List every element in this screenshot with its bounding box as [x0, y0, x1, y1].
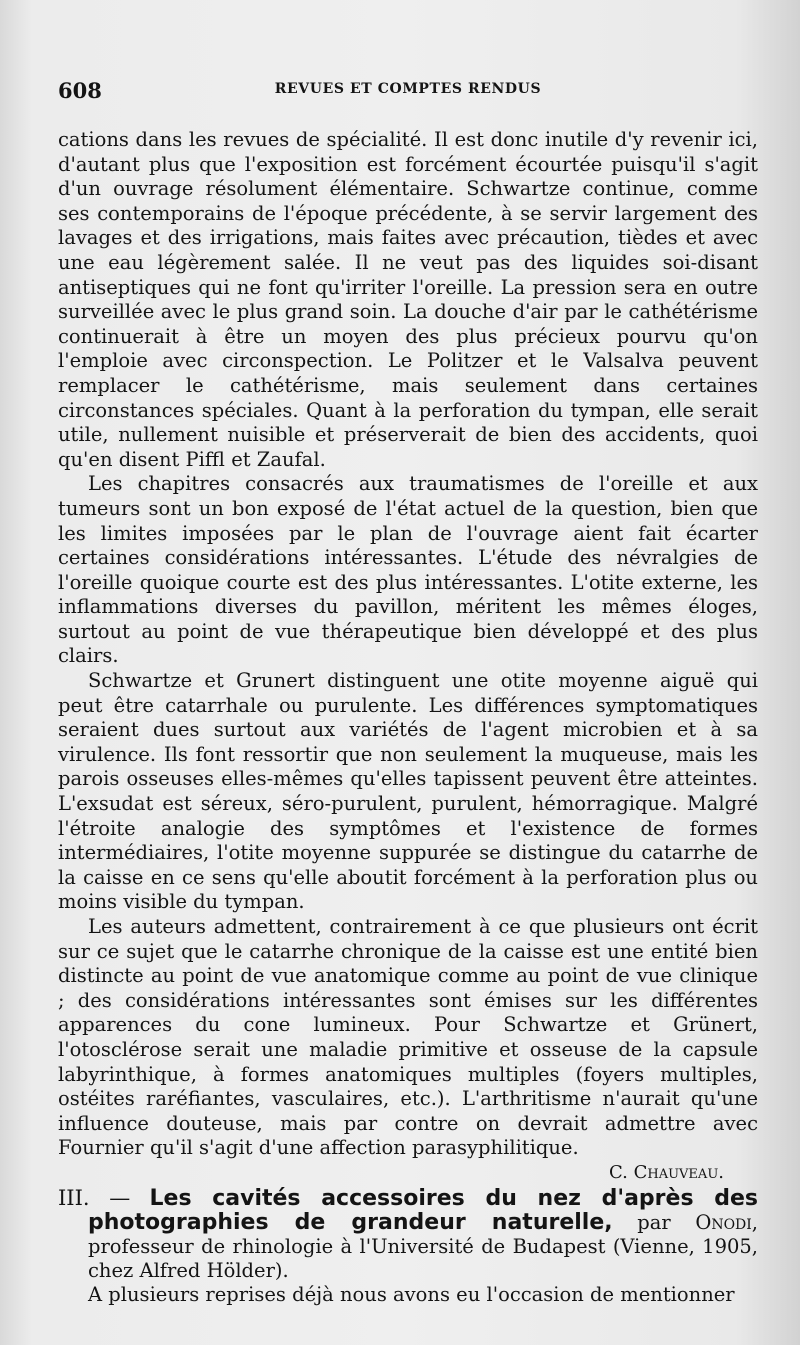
- paragraph-4: Les auteurs admettent, contrairement à ce que plusieurs ont écrit sur ce sujet que le catarrhe chronique de la caisse est une entité bien distincte au point de vue anatomique comme au point de vue clinique ; des considérations intéressantes sont émises sur les différentes apparences du cone lumineux. Pour Schwartze et Grünert, l'otosclérose serait une maladie primitive et osseuse de la capsule labyrinthique, à formes anatomiques multiples (foyers multiples, ostéites raréfiantes, vasculaires, etc.). L'arthritisme n'aurait qu'une influence douteuse, mais par contre on devrait admettre avec Fournier qu'il s'agit d'une affection parasyphilitique.: [58, 915, 758, 1160]
- paragraph-3: Schwartze et Grunert distinguent une otite moyenne aiguë qui peut être catarrhale ou purulente. Les différences symptomatiques seraient dues surtout aux variétés de l'agent microbien et à sa virulence. Ils font ressortir que non seulement la muqueuse, mais les parois osseuses elles-mêmes qu'elles tapissent peuvent être atteintes. L'exsudat est séreux, séro-purulent, purulent, hémorragique. Malgré l'étroite analogie des symptômes et l'existence de formes intermédiaires, l'otite moyenne suppurée se distingue du catarrhe de la caisse en ce sens qu'elle aboutit forcément à la perforation plus ou moins visible du tympan.: [58, 669, 758, 914]
- section-heading: [58, 1186, 758, 1283]
- paragraph-1: cations dans les revues de spécialité. Il est donc inutile d'y revenir ici, d'autant plus que l'exposition est forcément écourtée puisqu'il s'agit d'un ouvrage résolument élémentaire. Schwartze continue, comme ses contemporains de l'époque précédente, à se servir largement des lavages et des irrigations, mais faites avec précaution, tièdes et avec une eau légèrement salée. Il ne veut pas des liquides soi-disant antiseptiques qui ne font qu'irriter l'oreille. La pression sera en outre surveillée avec le plus grand soin. La douche d'air par le cathétérisme continuerait à être un moyen des plus précieux pourvu qu'on l'emploie avec circonspection. Le Politzer et le Valsalva peuvent remplacer le cathétérisme, mais seulement dans certaines circonstances spéciales. Quant à la perforation du tympan, elle serait utile, nullement nuisible et préserverait de bien des accidents, quoi qu'en disent Piffl et Zaufal.: [58, 128, 758, 471]
- paragraph-5: A plusieurs reprises déjà nous avons eu l'occasion de mentionner: [88, 1282, 735, 1306]
- page-header: [58, 78, 758, 102]
- signature-name: Chauveau.: [633, 1161, 724, 1183]
- section-author: Onodi,: [695, 1210, 758, 1234]
- body-text: [58, 128, 758, 1307]
- running-head: REVUES ET COMPTES RENDUS: [274, 81, 542, 97]
- page-number: 608: [58, 78, 102, 103]
- section-by: par: [637, 1210, 671, 1234]
- paragraph-2: Les chapitres consacrés aux traumatismes de l'oreille et aux tumeurs sont un bon exposé de l'état actuel de la question, bien que les limites imposées par le plan de l'ouvrage aient fait écarter certaines considérations intéressantes. L'étude des névralgies de l'oreille quoique courte est des plus intéressantes. L'otite externe, les inflammations diverses du pavillon, méritent les mêmes éloges, surtout au point de vue thérapeutique bien développé et des plus clairs.: [58, 472, 758, 668]
- signature: [58, 1161, 758, 1186]
- section-title: Les cavités accessoires du nez d'après des photographies de grandeur naturelle,: [88, 1185, 758, 1235]
- signature-initial: C.: [609, 1161, 628, 1183]
- section-affiliation: professeur de rhinologie à l'Université de Budapest (Vienne, 1905, chez Alfred Hölder).: [88, 1234, 758, 1282]
- section-numeral: III. —: [58, 1185, 131, 1210]
